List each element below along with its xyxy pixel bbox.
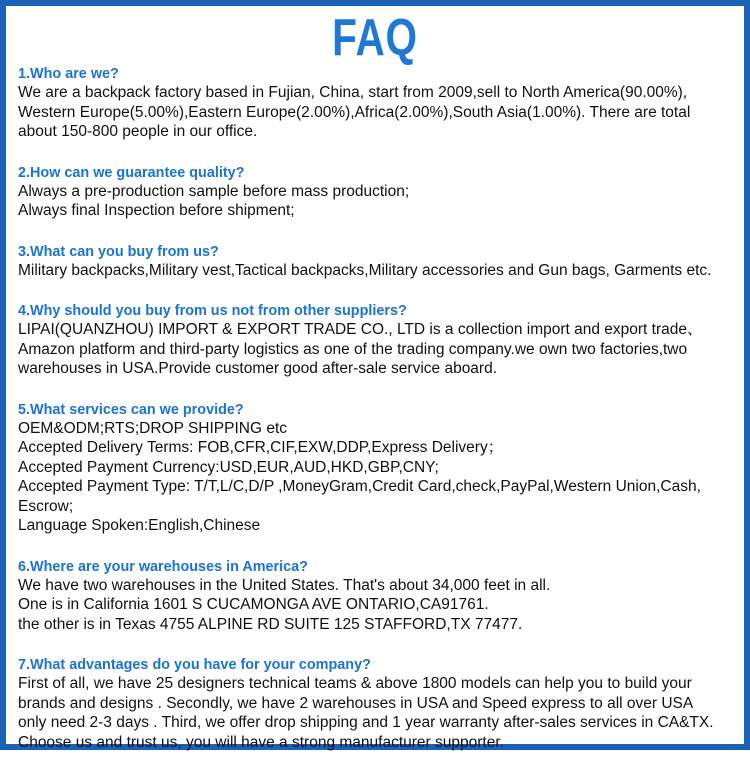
answer-line: the other is in Texas 4755 ALPINE RD SUITE 125 STAFFORD,TX 77477. (18, 615, 523, 633)
faq-section-4 (18, 301, 738, 379)
answer-line: Military backpacks,Military vest,Tactical backpacks,Military accessories and Gun bags, Garments etc. (18, 261, 712, 279)
answer-line: Escrow; (18, 497, 74, 515)
answer-line: Accepted Payment Type: T/T,L/C,D/P ,MoneyGram,Credit Card,check,PayPal,Western Union,Cash, (18, 478, 701, 495)
answer-line: We have two warehouses in the United States. That's about 34,000 feet in all. (18, 576, 551, 594)
faq-answer (18, 674, 738, 752)
answer-line: Always a pre-production sample before mass production; (18, 182, 410, 200)
faq-section-7 (18, 655, 738, 752)
answer-line: One is in California 1601 S CUCAMONGA AVE ONTARIO,CA91761. (18, 596, 489, 613)
faq-section-1 (18, 64, 738, 142)
faq-section-2 (18, 163, 738, 221)
answer-line: warehouses in USA.Provide customer good after-sale service aboard. (18, 360, 498, 377)
faq-answer (18, 576, 738, 635)
faq-answer (18, 182, 738, 221)
answer-line: OEM&ODM;RTS;DROP SHIPPING etc (18, 419, 288, 437)
answer-line: only need 2-3 days . Third, we offer drop shipping and 1 year warranty after-sales services in CA&TX. (18, 714, 714, 731)
answer-line: brands and designs . Secondly, we have 2 warehouses in USA and Speed express to all over USA (18, 694, 694, 712)
answer-line: about 150-800 people in our office. (18, 123, 258, 140)
faq-question: 4.Why should you buy from us not from other suppliers? (18, 302, 407, 319)
faq-question: 2.How can we guarantee quality? (18, 163, 245, 181)
faq-answer (18, 83, 738, 142)
faq-question: 1.Who are we? (18, 65, 119, 82)
faq-section-6 (18, 557, 738, 635)
page-title: FAQ (332, 9, 418, 67)
faq-question: 3.What can you buy from us? (18, 242, 219, 260)
faq-answer (18, 320, 738, 379)
faq-section-3 (18, 242, 738, 281)
answer-line: Amazon platform and third-party logistics as one of the trading company.we own two factories,two (18, 340, 688, 358)
faq-section-5 (18, 400, 738, 536)
faq-question: 5.What services can we provide? (18, 400, 244, 418)
answer-line: We are a backpack factory based in Fujian, China, start from 2009,sell to North America(90.00%), (18, 84, 688, 101)
answer-line: LIPAI(QUANZHOU) IMPORT & EXPORT TRADE CO., LTD is a collection import and export trade、 (18, 321, 703, 338)
answer-line: First of all, we have 25 designers technical teams & above 1800 models can help you to build your (18, 675, 692, 692)
answer-line: Accepted Delivery Terms: FOB,CFR,CIF,EXW,DDP,Express Delivery； (18, 439, 504, 456)
faq-content (18, 64, 738, 773)
answer-line: Always final Inspection before shipment; (18, 202, 295, 219)
answer-line: Accepted Payment Currency:USD,EUR,AUD,HKD,GBP,CNY; (18, 458, 439, 476)
faq-answer (18, 261, 738, 281)
faq-question: 6.Where are your warehouses in America? (18, 557, 308, 575)
faq-answer (18, 419, 738, 536)
answer-line: Language Spoken:English,Chinese (18, 517, 261, 534)
answer-line: Choose us and trust us, you will have a strong manufacturer supporter. (18, 733, 504, 751)
faq-question: 7.What advantages do you have for your company? (18, 656, 371, 673)
answer-line: Western Europe(5.00%),Eastern Europe(2.00%),Africa(2.00%),South Asia(1.00%). There are total (18, 103, 691, 121)
